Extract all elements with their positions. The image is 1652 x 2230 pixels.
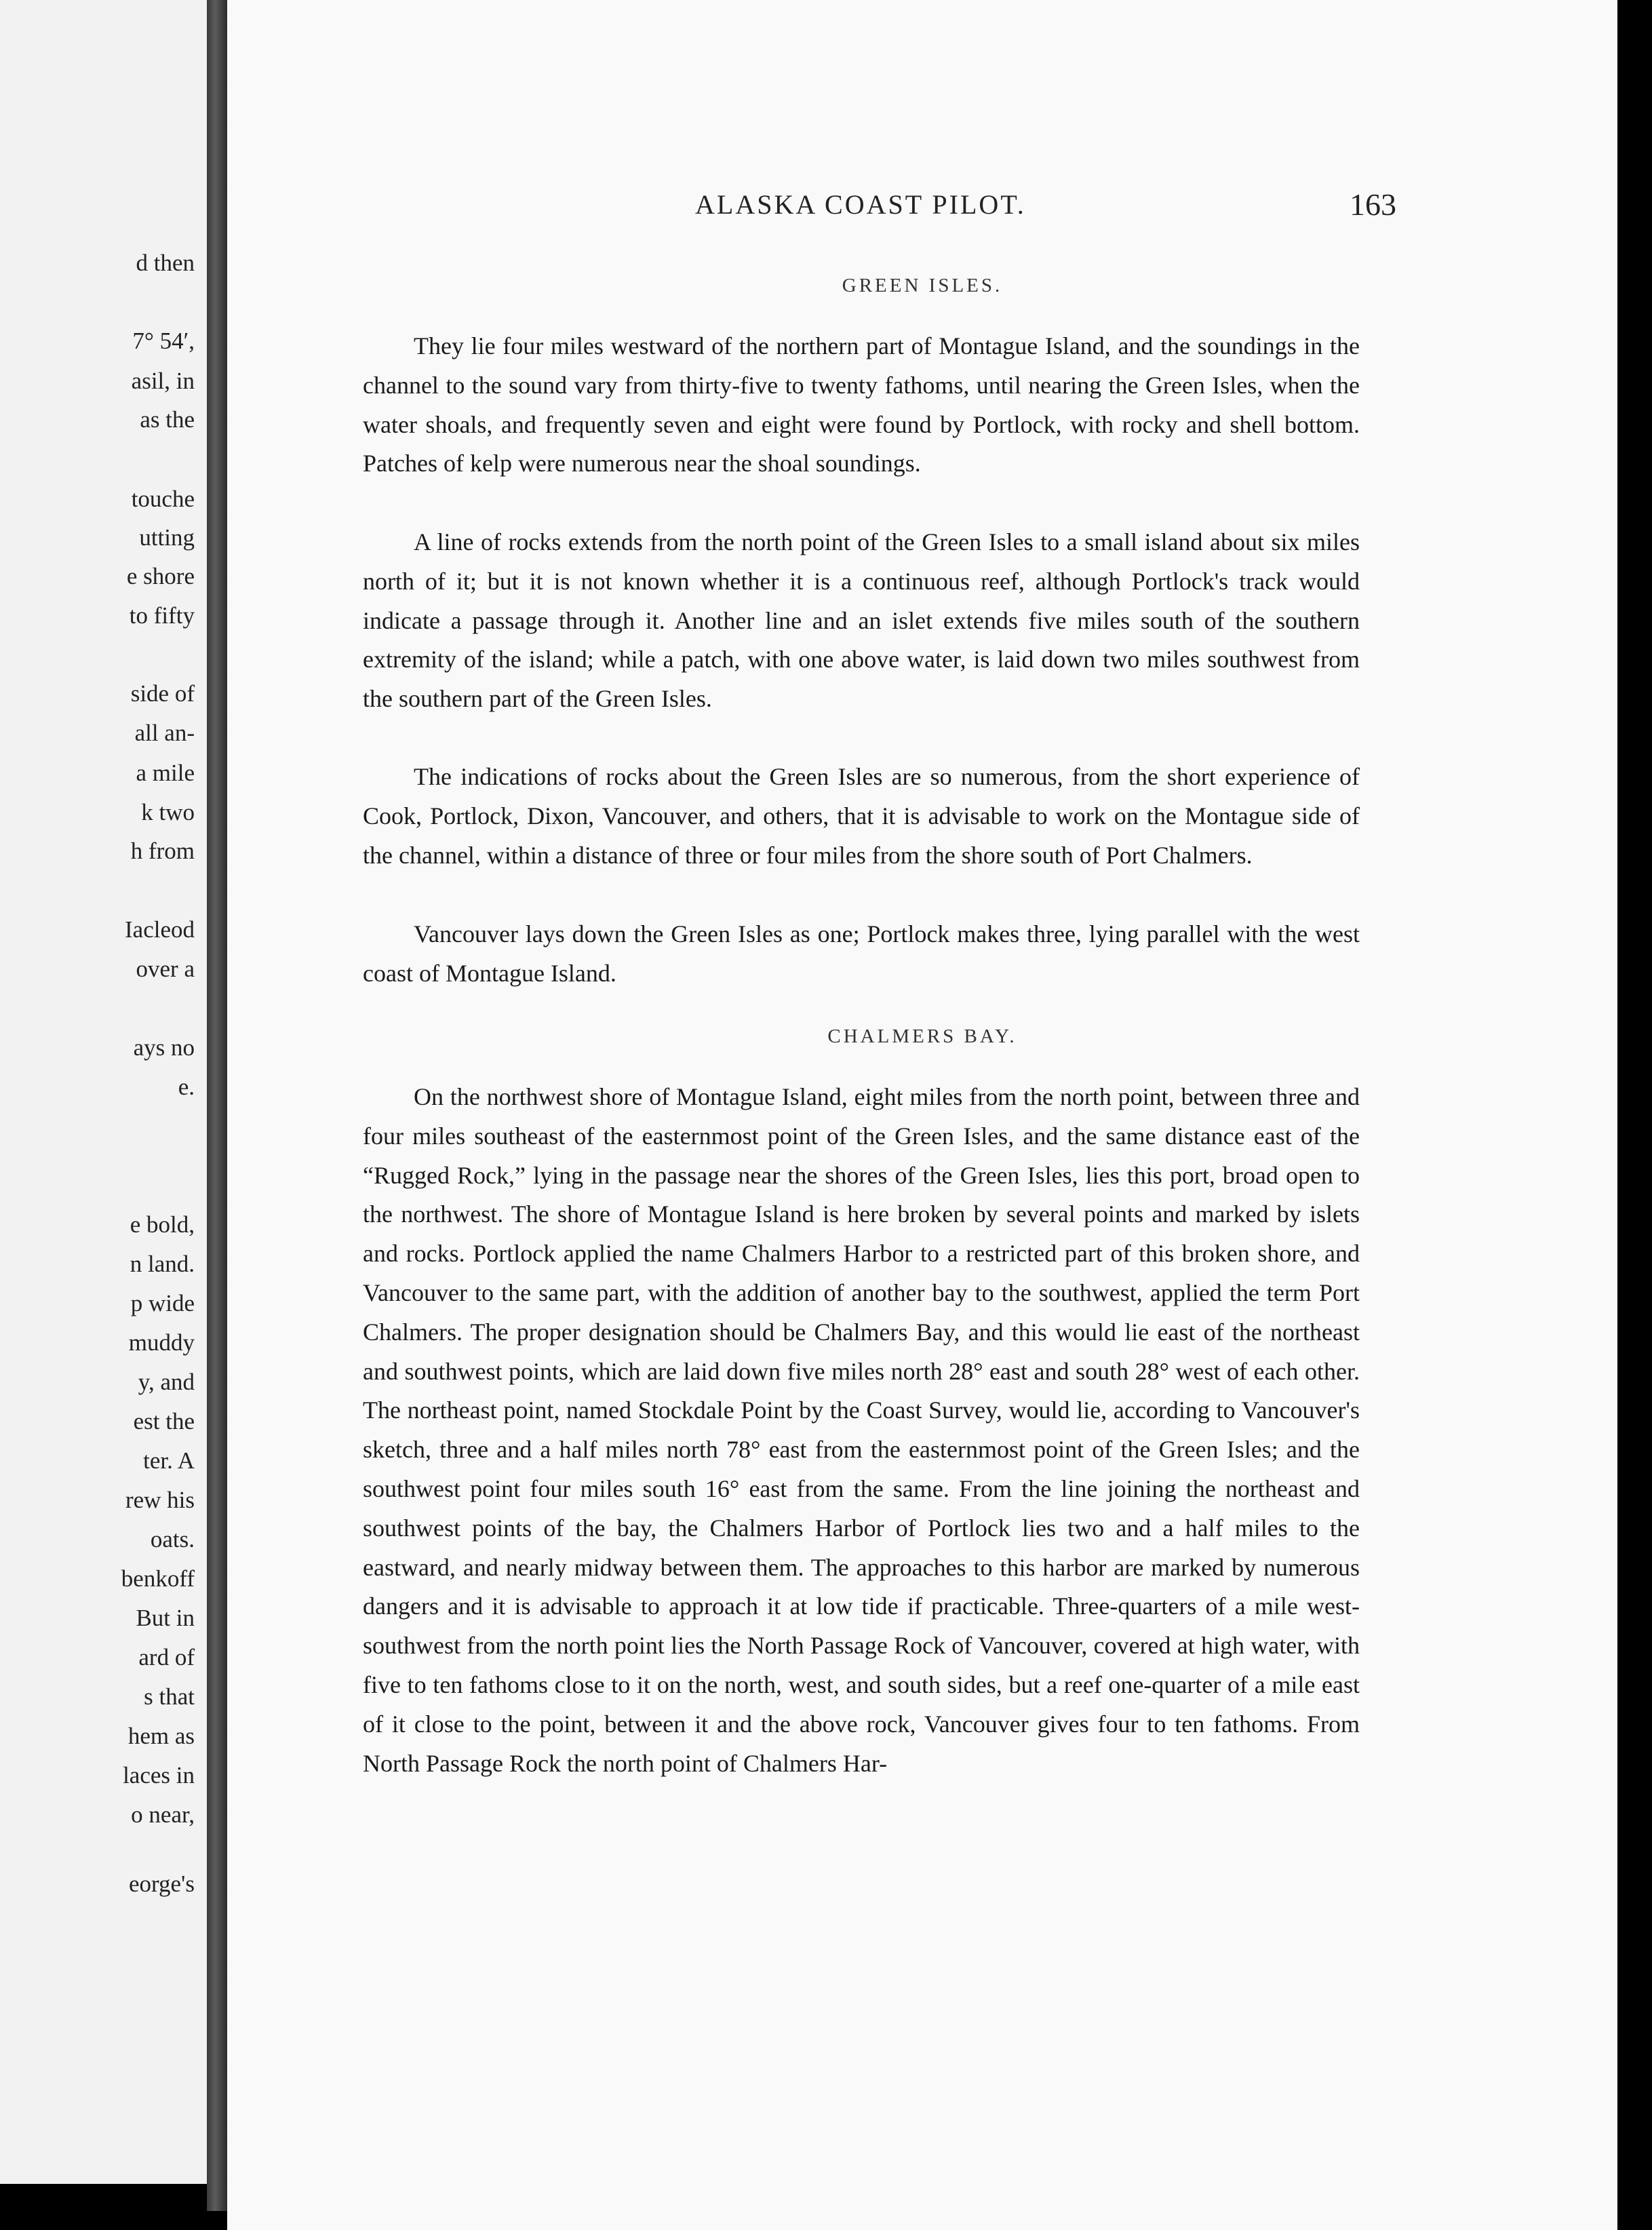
prev-fragment: a mile — [136, 760, 195, 786]
prev-fragment: s that — [144, 1683, 195, 1710]
prev-fragment: But in — [136, 1605, 195, 1631]
paragraph: They lie four miles westward of the northern part of Montague Island, and the soundings in the channel to the sound vary from thirty-five to twenty fathoms, until nearing the Green Isles, when the water shoals, and frequently seven and eight were found by Portlock, with rocky and shell bottom. Patches of kelp were numerous near the shoal soundings. — [363, 332, 1360, 477]
prev-fragment: ays no — [133, 1034, 195, 1061]
prev-fragment: o near, — [131, 1801, 195, 1828]
prev-fragment: asil, in — [131, 368, 195, 394]
prev-fragment: laces in — [123, 1762, 195, 1788]
prev-fragment: as the — [140, 406, 195, 433]
book-page — [227, 0, 1617, 2230]
prev-fragment: e. — [178, 1074, 195, 1100]
prev-fragment: 7° 54′, — [132, 328, 195, 354]
section-heading-green-isles: GREEN ISLES. — [842, 275, 1003, 296]
page-number: 163 — [1350, 187, 1396, 222]
prev-fragment: utting — [139, 524, 195, 551]
prev-fragment: e bold, — [130, 1211, 195, 1238]
book-binding — [207, 0, 227, 2211]
prev-fragment: p wide — [130, 1290, 195, 1316]
paragraph: Vancouver lays down the Green Isles as one; Portlock makes three, lying parallel with the west coast of Montague Island. — [363, 920, 1360, 987]
prev-fragment: over a — [136, 956, 195, 982]
prev-fragment: y, and — [138, 1369, 195, 1395]
prev-fragment: h from — [130, 838, 195, 864]
prev-fragment: ard of — [138, 1644, 195, 1670]
prev-fragment: oats. — [150, 1526, 195, 1552]
running-header: ALASKA COAST PILOT. — [695, 189, 1026, 220]
section-heading-chalmers-bay: CHALMERS BAY. — [827, 1025, 1017, 1047]
prev-fragment: muddy — [128, 1329, 195, 1356]
prev-fragment: rew his — [125, 1487, 195, 1513]
prev-fragment: benkoff — [121, 1565, 195, 1592]
prev-fragment: all an- — [134, 720, 195, 746]
prev-fragment: ter. A — [143, 1447, 195, 1474]
prev-fragment: Iacleod — [125, 916, 195, 943]
previous-page-edge — [0, 0, 207, 2184]
prev-fragment: k two — [141, 799, 195, 825]
prev-fragment: d then — [136, 250, 195, 276]
prev-fragment: e shore — [126, 563, 195, 589]
prev-fragment: est the — [133, 1408, 195, 1434]
prev-fragment: hem as — [127, 1723, 195, 1749]
prev-fragment: eorge's — [128, 1871, 195, 1897]
prev-fragment: side of — [130, 680, 195, 707]
paragraph: The indications of rocks about the Green Isles are so numerous, from the short experience of Cook, Portlock, Dixon, Vancouver, and others, that it is advisable to work on the Montague side of the channel, within a distance of three or four miles from the shore south of Port Chalmers. — [363, 763, 1360, 869]
prev-fragment: n land. — [130, 1251, 195, 1277]
paragraph: A line of rocks extends from the north point of the Green Isles to a small island about six miles north of it; but it is not known whether it is a continuous reef, although Portlock's track would indicate a passage through it. Another line and an islet extends five miles south of the southern extremity of the island; while a patch, with one above water, is laid down two miles southwest from the southern part of the Green Isles. — [363, 528, 1360, 713]
prev-fragment: to fifty — [129, 602, 195, 629]
prev-fragment: touche — [131, 486, 195, 512]
paragraph: On the northwest shore of Montague Island, eight miles from the north point, between three and four miles southeast of the easternmost point of the Green Isles, and the same distance east of the “Rugged Rock,” lying in the passage near the shores of the Green Isles, lies this port, broad open to the northwest. The shore of Montague Island is here broken by several points and marked by islets and rocks. Portlock applied the name Chalmers Harbor to a restricted part of this broken shore, and Vancouver to the same part, with the addition of another bay to the southwest, applied the term Port Chalmers. The proper designation should be Chalmers Bay, and this would lie east of the northeast and southwest points, which are laid down five miles north 28° east and south 28° west of each other. The northeast point, named Stockdale Point by the Coast Survey, would lie, according to Vancouver's sketch, three and a half miles north 78° east from the easternmost point of the Green Isles; and the southwest point four miles south 16° east from the same. From the line joining the northeast and southwest points of the bay, the Chalmers Harbor of Portlock lies two and a half miles to the eastward, and nearly midway between them. The approaches to this harbor are marked by numerous dangers and it is advisable to approach it at low tide if practicable. Three-quarters of a mile west-southwest from the north point lies the North Passage Rock of Vancouver, covered at high water, with five to ten fathoms close to it on the north, west, and south sides, but a reef one-quarter of a mile east of it close to the point, between it and the above rock, Vancouver gives four to ten fathoms. From North Passage Rock the north point of Chalmers Har- — [363, 1083, 1360, 1777]
